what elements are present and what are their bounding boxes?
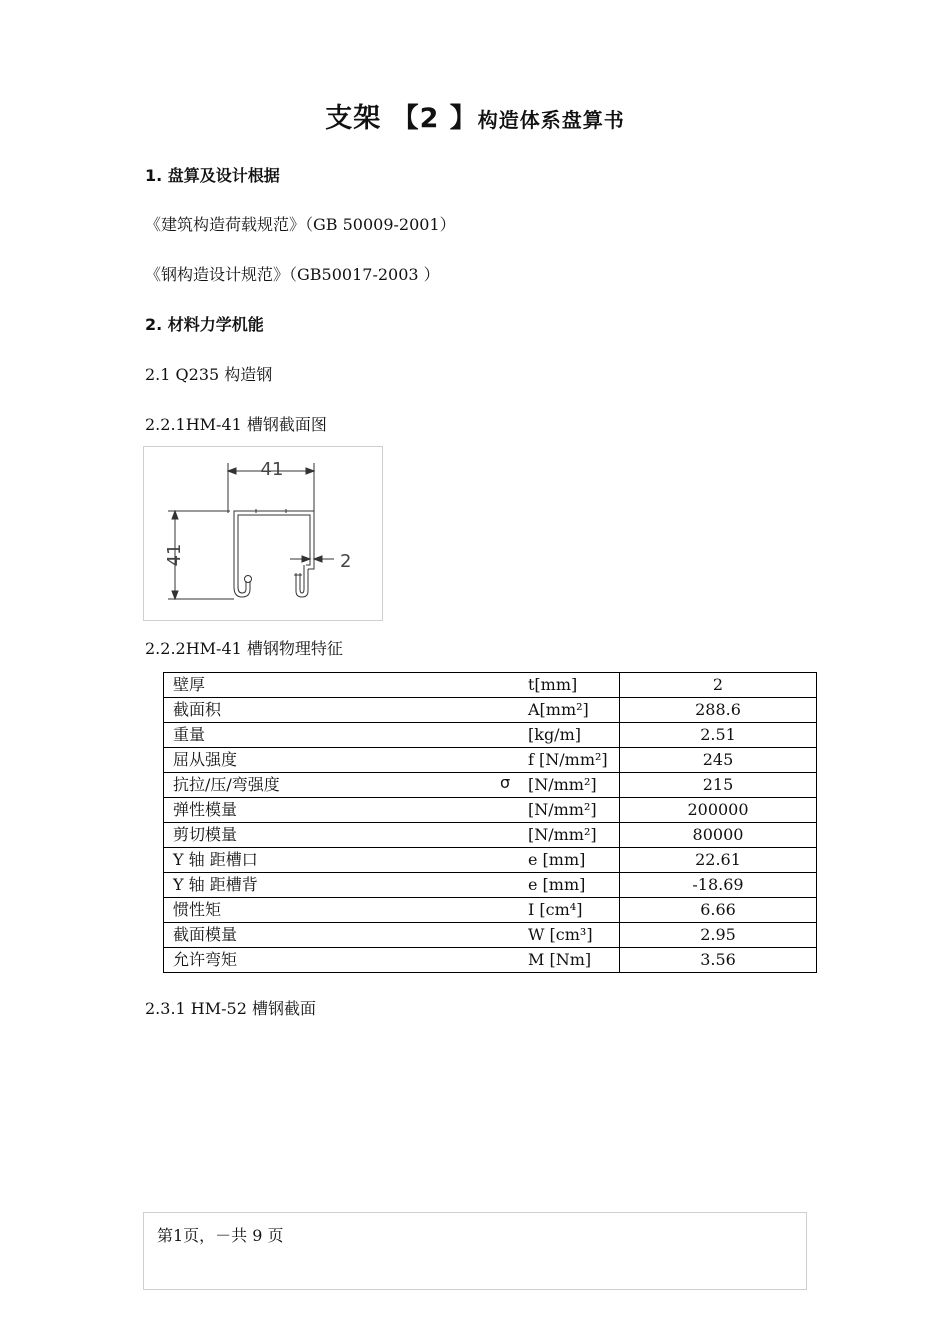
row-unit: [N/mm²] bbox=[528, 800, 597, 819]
sigma-symbol: σ bbox=[500, 773, 511, 792]
row-unit: [kg/m] bbox=[528, 725, 581, 744]
section-heading-1: 1. 盘算及设计根据 bbox=[145, 166, 280, 185]
row-label: 抗拉/压/弯强度 bbox=[173, 775, 280, 794]
table-row bbox=[164, 673, 817, 698]
row-value: 215 bbox=[620, 773, 817, 798]
subsection-2-2-1: 2.2.1HM-41 槽钢截面图 bbox=[145, 415, 327, 434]
row-unit: A[mm²] bbox=[528, 700, 589, 719]
row-value: 6.66 bbox=[620, 898, 817, 923]
reference-2: 《钢构造设计规范》（GB50017-2003 ） bbox=[145, 265, 440, 284]
row-unit: M [Nm] bbox=[528, 950, 592, 969]
row-unit: I [cm⁴] bbox=[528, 900, 583, 919]
table-row bbox=[164, 823, 817, 848]
page-title bbox=[0, 96, 950, 135]
channel-section-drawing bbox=[144, 447, 384, 622]
row-value: 2.95 bbox=[620, 923, 817, 948]
row-unit: t[mm] bbox=[528, 675, 578, 694]
title-sub: 构造体系盘算书 bbox=[477, 108, 625, 132]
row-value: 22.61 bbox=[620, 848, 817, 873]
row-label: 允许弯矩 bbox=[173, 950, 238, 969]
row-label: 截面模量 bbox=[173, 925, 238, 944]
row-unit: e [mm] bbox=[528, 850, 586, 869]
row-unit: [N/mm²] bbox=[528, 775, 597, 794]
row-label: 弹性模量 bbox=[173, 800, 238, 819]
reference-1: 《建筑构造荷载规范》（GB 50009-2001） bbox=[145, 215, 456, 234]
table-row bbox=[164, 723, 817, 748]
subsection-2-1: 2.1 Q235 构造钢 bbox=[145, 365, 273, 384]
subsection-2-2-2: 2.2.2HM-41 槽钢物理特征 bbox=[145, 639, 343, 658]
row-value: 3.56 bbox=[620, 948, 817, 973]
row-label: 惯性矩 bbox=[173, 900, 222, 919]
page-footer bbox=[143, 1212, 807, 1290]
dim-width-label: 41 bbox=[260, 459, 284, 480]
row-unit: [N/mm²] bbox=[528, 825, 597, 844]
row-value: 80000 bbox=[620, 823, 817, 848]
row-label: 剪切模量 bbox=[173, 825, 238, 844]
row-unit: e [mm] bbox=[528, 875, 586, 894]
table-row bbox=[164, 873, 817, 898]
row-value: 245 bbox=[620, 748, 817, 773]
subsection-2-3-1: 2.3.1 HM-52 槽钢截面 bbox=[145, 999, 316, 1018]
table-row bbox=[164, 848, 817, 873]
table-row bbox=[164, 698, 817, 723]
row-label: 重量 bbox=[173, 725, 206, 744]
title-main: 支架 【2 】 bbox=[325, 103, 478, 134]
row-value: 2.51 bbox=[620, 723, 817, 748]
row-value: -18.69 bbox=[620, 873, 817, 898]
dim-height-label: 41 bbox=[164, 543, 185, 567]
row-value: 288.6 bbox=[620, 698, 817, 723]
table-row bbox=[164, 798, 817, 823]
row-value: 200000 bbox=[620, 798, 817, 823]
table-row bbox=[164, 748, 817, 773]
table-row bbox=[164, 923, 817, 948]
dim-thickness-label: 2 bbox=[340, 551, 352, 572]
row-label: 截面积 bbox=[173, 700, 222, 719]
section-heading-2: 2. 材料力学机能 bbox=[145, 315, 264, 334]
channel-section-figure bbox=[143, 446, 383, 621]
table-row bbox=[164, 773, 817, 798]
page-number: 第1页，－共 9 页 bbox=[157, 1226, 284, 1245]
table-row bbox=[164, 948, 817, 973]
row-unit: W [cm³] bbox=[528, 925, 593, 944]
row-label: Y 轴 距槽背 bbox=[173, 875, 258, 894]
properties-table bbox=[163, 672, 817, 973]
row-unit: f [N/mm²] bbox=[528, 750, 608, 769]
table-row bbox=[164, 898, 817, 923]
row-label: 屈从强度 bbox=[173, 750, 238, 769]
row-value: 2 bbox=[620, 673, 817, 698]
row-label: Y 轴 距槽口 bbox=[173, 850, 258, 869]
row-label: 壁厚 bbox=[173, 675, 206, 694]
